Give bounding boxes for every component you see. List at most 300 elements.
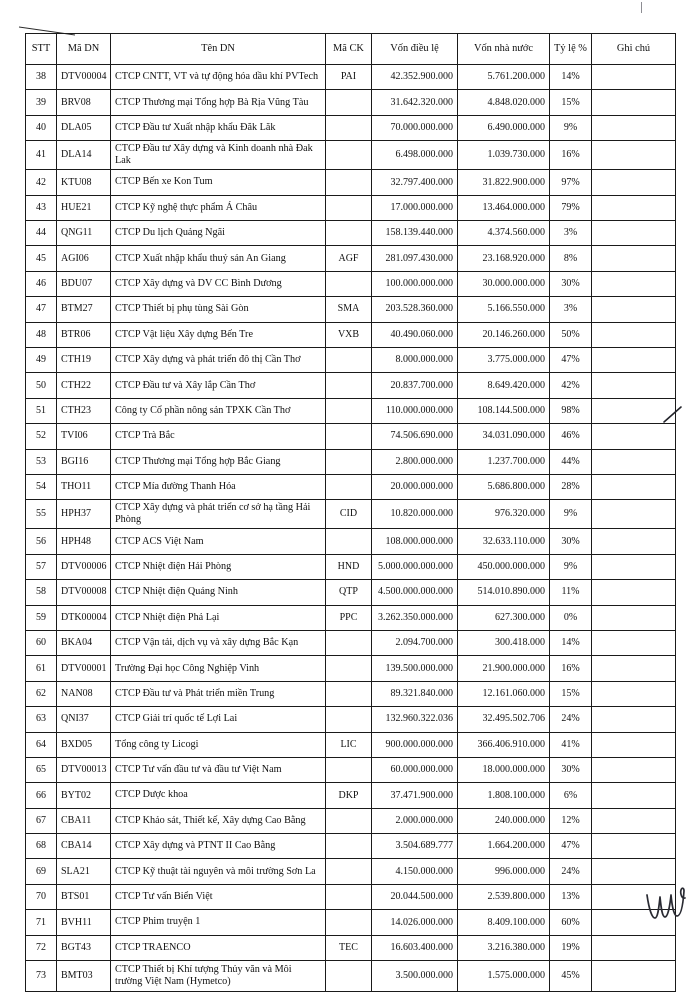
cell-ma-dn: CTH23	[57, 398, 111, 423]
cell-ghi-chu	[592, 90, 676, 115]
cell-ma-ck: VXB	[326, 322, 372, 347]
cell-stt: 47	[26, 297, 57, 322]
cell-ty-le: 45%	[550, 961, 592, 992]
cell-ghi-chu	[592, 757, 676, 782]
cell-ma-dn: BRV08	[57, 90, 111, 115]
cell-von-dieu-le: 139.500.000.000	[372, 656, 458, 681]
cell-ghi-chu	[592, 246, 676, 271]
cell-ma-ck	[326, 373, 372, 398]
cell-ma-dn: DTK00004	[57, 605, 111, 630]
table-row	[26, 449, 676, 474]
cell-ten-dn: CTCP Xuất nhập khẩu thuỷ sản An Giang	[111, 246, 326, 271]
table-row	[26, 500, 676, 529]
cell-ma-ck	[326, 424, 372, 449]
cell-ten-dn: CTCP Đầu tư Xuất nhập khẩu Đăk Lăk	[111, 115, 326, 140]
cell-von-nha-nuoc: 3.775.000.000	[458, 347, 550, 372]
cell-ma-ck	[326, 115, 372, 140]
cell-ty-le: 98%	[550, 398, 592, 423]
cell-von-dieu-le: 40.490.060.000	[372, 322, 458, 347]
cell-stt: 41	[26, 141, 57, 170]
cell-ty-le: 41%	[550, 732, 592, 757]
cell-stt: 52	[26, 424, 57, 449]
cell-von-dieu-le: 132.960.322.036	[372, 707, 458, 732]
cell-ma-dn: DLA05	[57, 115, 111, 140]
cell-ma-ck	[326, 271, 372, 296]
cell-ty-le: 42%	[550, 373, 592, 398]
cell-stt: 56	[26, 529, 57, 554]
cell-von-dieu-le: 37.471.900.000	[372, 783, 458, 808]
cell-von-dieu-le: 4.150.000.000	[372, 859, 458, 884]
cell-ma-dn: TVI06	[57, 424, 111, 449]
cell-ma-ck	[326, 630, 372, 655]
cell-von-nha-nuoc: 1.664.200.000	[458, 834, 550, 859]
cell-stt: 48	[26, 322, 57, 347]
cell-ma-ck: HND	[326, 554, 372, 579]
cell-ten-dn: Trường Đại học Công Nghiệp Vinh	[111, 656, 326, 681]
cell-ma-dn: BMT03	[57, 961, 111, 992]
cell-ten-dn: CTCP Xây dựng và PTNT II Cao Bằng	[111, 834, 326, 859]
table-row	[26, 529, 676, 554]
table-row	[26, 681, 676, 706]
cell-von-dieu-le: 2.000.000.000	[372, 808, 458, 833]
column-header-ten-dn: Tên DN	[111, 34, 326, 65]
cell-stt: 63	[26, 707, 57, 732]
cell-ma-ck: AGF	[326, 246, 372, 271]
cell-von-dieu-le: 20.000.000.000	[372, 474, 458, 499]
cell-ma-dn: CBA11	[57, 808, 111, 833]
cell-ma-ck: PAI	[326, 65, 372, 90]
cell-von-nha-nuoc: 30.000.000.000	[458, 271, 550, 296]
cell-von-dieu-le: 3.504.689.777	[372, 834, 458, 859]
table-row	[26, 808, 676, 833]
cell-ghi-chu	[592, 656, 676, 681]
cell-ma-dn: HPH37	[57, 500, 111, 529]
table-row	[26, 884, 676, 909]
cell-von-dieu-le: 6.498.000.000	[372, 141, 458, 170]
cell-von-nha-nuoc: 32.495.502.706	[458, 707, 550, 732]
cell-von-nha-nuoc: 366.406.910.000	[458, 732, 550, 757]
cell-stt: 55	[26, 500, 57, 529]
cell-stt: 59	[26, 605, 57, 630]
cell-ghi-chu	[592, 398, 676, 423]
cell-ty-le: 24%	[550, 707, 592, 732]
cell-ma-ck	[326, 961, 372, 992]
cell-ten-dn: CTCP Đầu tư và Xây lắp Cần Thơ	[111, 373, 326, 398]
cell-stt: 67	[26, 808, 57, 833]
cell-ma-ck	[326, 347, 372, 372]
cell-ty-le: 30%	[550, 271, 592, 296]
cell-von-nha-nuoc: 976.320.000	[458, 500, 550, 529]
table-row	[26, 732, 676, 757]
cell-ten-dn: CTCP Xây dựng và phát triển đô thị Cần Thơ	[111, 347, 326, 372]
cell-ten-dn: CTCP Phim truyện 1	[111, 910, 326, 935]
cell-von-nha-nuoc: 18.000.000.000	[458, 757, 550, 782]
scan-artifact-tick	[641, 2, 642, 13]
cell-ghi-chu	[592, 935, 676, 960]
cell-ma-dn: DTV00013	[57, 757, 111, 782]
cell-ma-ck: TEC	[326, 935, 372, 960]
cell-von-dieu-le: 74.506.690.000	[372, 424, 458, 449]
cell-von-nha-nuoc: 514.010.890.000	[458, 580, 550, 605]
cell-ma-ck: QTP	[326, 580, 372, 605]
cell-ghi-chu	[592, 681, 676, 706]
table-row	[26, 605, 676, 630]
cell-ma-ck	[326, 884, 372, 909]
cell-ghi-chu	[592, 859, 676, 884]
table-row	[26, 373, 676, 398]
cell-von-nha-nuoc: 23.168.920.000	[458, 246, 550, 271]
table-body	[26, 65, 676, 992]
cell-von-nha-nuoc: 20.146.260.000	[458, 322, 550, 347]
cell-ty-le: 0%	[550, 605, 592, 630]
cell-ghi-chu	[592, 65, 676, 90]
table-row	[26, 322, 676, 347]
table-row	[26, 141, 676, 170]
table-row	[26, 297, 676, 322]
cell-stt: 50	[26, 373, 57, 398]
cell-ten-dn: Tổng công ty Licogi	[111, 732, 326, 757]
cell-ma-ck	[326, 398, 372, 423]
cell-stt: 46	[26, 271, 57, 296]
cell-von-nha-nuoc: 8.649.420.000	[458, 373, 550, 398]
table-row	[26, 195, 676, 220]
table-row	[26, 757, 676, 782]
cell-ty-le: 97%	[550, 170, 592, 195]
cell-von-nha-nuoc: 31.822.900.000	[458, 170, 550, 195]
cell-ghi-chu	[592, 424, 676, 449]
cell-ma-ck: PPC	[326, 605, 372, 630]
cell-ghi-chu	[592, 834, 676, 859]
cell-ma-dn: DTV00004	[57, 65, 111, 90]
cell-von-nha-nuoc: 2.539.800.000	[458, 884, 550, 909]
cell-stt: 72	[26, 935, 57, 960]
table-row	[26, 474, 676, 499]
cell-von-dieu-le: 42.352.900.000	[372, 65, 458, 90]
cell-ma-ck	[326, 808, 372, 833]
cell-ma-dn: THO11	[57, 474, 111, 499]
cell-von-nha-nuoc: 34.031.090.000	[458, 424, 550, 449]
cell-ma-ck	[326, 170, 372, 195]
cell-ghi-chu	[592, 580, 676, 605]
cell-ma-ck	[326, 221, 372, 246]
cell-ma-dn: HUE21	[57, 195, 111, 220]
cell-ma-dn: SLA21	[57, 859, 111, 884]
cell-von-dieu-le: 70.000.000.000	[372, 115, 458, 140]
cell-ghi-chu	[592, 170, 676, 195]
cell-ghi-chu	[592, 554, 676, 579]
cell-ghi-chu	[592, 732, 676, 757]
cell-ty-le: 13%	[550, 884, 592, 909]
cell-ty-le: 12%	[550, 808, 592, 833]
column-header-ghi-chu: Ghi chú	[592, 34, 676, 65]
column-header-ma-ck: Mã CK	[326, 34, 372, 65]
cell-von-nha-nuoc: 1.808.100.000	[458, 783, 550, 808]
cell-ten-dn: CTCP Xây dựng và phát triển cơ sở hạ tầng Hải Phòng	[111, 500, 326, 529]
cell-von-nha-nuoc: 300.418.000	[458, 630, 550, 655]
cell-ghi-chu	[592, 221, 676, 246]
cell-von-nha-nuoc: 4.848.020.000	[458, 90, 550, 115]
cell-ty-le: 9%	[550, 500, 592, 529]
table-row	[26, 246, 676, 271]
cell-ty-le: 19%	[550, 935, 592, 960]
cell-ten-dn: CTCP Tư vấn đầu tư và đầu tư Việt Nam	[111, 757, 326, 782]
cell-von-dieu-le: 32.797.400.000	[372, 170, 458, 195]
table-row	[26, 834, 676, 859]
cell-von-dieu-le: 89.321.840.000	[372, 681, 458, 706]
cell-ten-dn: CTCP Đầu tư Xây dựng và Kinh doanh nhà Đak Lak	[111, 141, 326, 170]
cell-von-nha-nuoc: 32.633.110.000	[458, 529, 550, 554]
cell-ma-dn: BYT02	[57, 783, 111, 808]
cell-ma-dn: BTR06	[57, 322, 111, 347]
cell-stt: 51	[26, 398, 57, 423]
cell-stt: 70	[26, 884, 57, 909]
cell-ten-dn: CTCP Vận tải, dịch vụ và xây dựng Bắc Kạn	[111, 630, 326, 655]
cell-von-dieu-le: 31.642.320.000	[372, 90, 458, 115]
cell-ten-dn: CTCP Thương mại Tổng hợp Bà Rịa Vũng Tàu	[111, 90, 326, 115]
cell-stt: 44	[26, 221, 57, 246]
cell-ma-dn: DTV00006	[57, 554, 111, 579]
cell-von-dieu-le: 100.000.000.000	[372, 271, 458, 296]
cell-ma-ck	[326, 757, 372, 782]
cell-von-dieu-le: 158.139.440.000	[372, 221, 458, 246]
cell-von-dieu-le: 20.044.500.000	[372, 884, 458, 909]
table-header-row	[26, 34, 676, 65]
cell-ty-le: 14%	[550, 65, 592, 90]
cell-ten-dn: CTCP Dược khoa	[111, 783, 326, 808]
cell-stt: 39	[26, 90, 57, 115]
cell-ma-dn: NAN08	[57, 681, 111, 706]
cell-ma-dn: BTM27	[57, 297, 111, 322]
cell-stt: 45	[26, 246, 57, 271]
cell-stt: 64	[26, 732, 57, 757]
cell-von-nha-nuoc: 13.464.000.000	[458, 195, 550, 220]
cell-ty-le: 30%	[550, 757, 592, 782]
cell-ghi-chu	[592, 347, 676, 372]
cell-ten-dn: Công ty Cổ phần nông sản TPXK Cần Thơ	[111, 398, 326, 423]
cell-ma-ck	[326, 474, 372, 499]
cell-ghi-chu	[592, 961, 676, 992]
cell-stt: 60	[26, 630, 57, 655]
cell-ty-le: 3%	[550, 297, 592, 322]
cell-ma-dn: DTV00008	[57, 580, 111, 605]
cell-von-dieu-le: 8.000.000.000	[372, 347, 458, 372]
cell-von-dieu-le: 110.000.000.000	[372, 398, 458, 423]
cell-stt: 38	[26, 65, 57, 90]
cell-ty-le: 9%	[550, 554, 592, 579]
cell-ma-ck: LIC	[326, 732, 372, 757]
cell-von-nha-nuoc: 1.039.730.000	[458, 141, 550, 170]
cell-von-nha-nuoc: 108.144.500.000	[458, 398, 550, 423]
cell-ghi-chu	[592, 297, 676, 322]
cell-von-dieu-le: 5.000.000.000.000	[372, 554, 458, 579]
cell-stt: 61	[26, 656, 57, 681]
cell-von-nha-nuoc: 240.000.000	[458, 808, 550, 833]
cell-ma-ck	[326, 195, 372, 220]
table-row	[26, 347, 676, 372]
cell-ma-dn: CBA14	[57, 834, 111, 859]
cell-ma-ck	[326, 707, 372, 732]
table-row	[26, 90, 676, 115]
cell-ten-dn: CTCP Thương mại Tổng hợp Bắc Giang	[111, 449, 326, 474]
cell-ma-ck: CID	[326, 500, 372, 529]
cell-ghi-chu	[592, 373, 676, 398]
table-row	[26, 398, 676, 423]
column-header-ty-le: Tỷ lệ %	[550, 34, 592, 65]
table-row	[26, 707, 676, 732]
cell-von-nha-nuoc: 21.900.000.000	[458, 656, 550, 681]
cell-ten-dn: CTCP Nhiệt điện Hải Phòng	[111, 554, 326, 579]
cell-ty-le: 47%	[550, 347, 592, 372]
cell-ten-dn: CTCP Vật liệu Xây dựng Bến Tre	[111, 322, 326, 347]
cell-ma-dn: BTS01	[57, 884, 111, 909]
cell-von-nha-nuoc: 5.166.550.000	[458, 297, 550, 322]
cell-von-dieu-le: 3.500.000.000	[372, 961, 458, 992]
table-row	[26, 115, 676, 140]
cell-stt: 54	[26, 474, 57, 499]
cell-stt: 69	[26, 859, 57, 884]
cell-ghi-chu	[592, 783, 676, 808]
cell-ma-ck	[326, 681, 372, 706]
cell-ma-dn: QNI37	[57, 707, 111, 732]
table-row	[26, 630, 676, 655]
cell-von-nha-nuoc: 3.216.380.000	[458, 935, 550, 960]
cell-von-nha-nuoc: 6.490.000.000	[458, 115, 550, 140]
cell-ma-ck	[326, 141, 372, 170]
cell-ma-dn: BVH11	[57, 910, 111, 935]
cell-von-dieu-le: 4.500.000.000.000	[372, 580, 458, 605]
cell-ty-le: 6%	[550, 783, 592, 808]
table-row	[26, 580, 676, 605]
cell-ghi-chu	[592, 271, 676, 296]
table-row	[26, 424, 676, 449]
cell-von-nha-nuoc: 627.300.000	[458, 605, 550, 630]
cell-ma-dn: CTH19	[57, 347, 111, 372]
cell-von-nha-nuoc: 996.000.000	[458, 859, 550, 884]
cell-ten-dn: CTCP Thiết bị phụ tùng Sài Gòn	[111, 297, 326, 322]
cell-von-nha-nuoc: 5.761.200.000	[458, 65, 550, 90]
cell-stt: 57	[26, 554, 57, 579]
cell-stt: 42	[26, 170, 57, 195]
cell-ty-le: 9%	[550, 115, 592, 140]
cell-stt: 62	[26, 681, 57, 706]
cell-ma-dn: BGT43	[57, 935, 111, 960]
cell-ghi-chu	[592, 808, 676, 833]
cell-ten-dn: CTCP Tư vấn Biển Việt	[111, 884, 326, 909]
cell-ten-dn: CTCP ACS Việt Nam	[111, 529, 326, 554]
cell-ma-ck	[326, 529, 372, 554]
cell-ghi-chu	[592, 322, 676, 347]
cell-stt: 49	[26, 347, 57, 372]
cell-ten-dn: CTCP Nhiệt điện Phả Lại	[111, 605, 326, 630]
cell-ghi-chu	[592, 195, 676, 220]
cell-von-nha-nuoc: 4.374.560.000	[458, 221, 550, 246]
cell-ten-dn: CTCP Trà Bắc	[111, 424, 326, 449]
cell-stt: 58	[26, 580, 57, 605]
cell-ten-dn: CTCP Khảo sát, Thiết kế, Xây dựng Cao Bằng	[111, 808, 326, 833]
cell-ma-ck	[326, 834, 372, 859]
cell-von-nha-nuoc: 5.686.800.000	[458, 474, 550, 499]
table-header	[26, 34, 676, 65]
cell-stt: 66	[26, 783, 57, 808]
cell-ty-le: 30%	[550, 529, 592, 554]
cell-ghi-chu	[592, 500, 676, 529]
cell-stt: 71	[26, 910, 57, 935]
cell-ghi-chu	[592, 707, 676, 732]
cell-ma-ck	[326, 656, 372, 681]
cell-ten-dn: CTCP Thiết bị Khí tượng Thủy văn và Môi trường Việt Nam (Hymetco)	[111, 961, 326, 992]
cell-ty-le: 16%	[550, 141, 592, 170]
cell-ty-le: 24%	[550, 859, 592, 884]
cell-ma-dn: HPH48	[57, 529, 111, 554]
cell-von-dieu-le: 2.094.700.000	[372, 630, 458, 655]
cell-von-dieu-le: 108.000.000.000	[372, 529, 458, 554]
cell-ten-dn: CTCP Mía đường Thanh Hóa	[111, 474, 326, 499]
cell-von-nha-nuoc: 1.237.700.000	[458, 449, 550, 474]
cell-ghi-chu	[592, 529, 676, 554]
table-row	[26, 935, 676, 960]
cell-ty-le: 44%	[550, 449, 592, 474]
cell-von-nha-nuoc: 8.409.100.000	[458, 910, 550, 935]
column-header-stt: STT	[26, 34, 57, 65]
column-header-von-dieu-le: Vốn điều lệ	[372, 34, 458, 65]
cell-ty-le: 50%	[550, 322, 592, 347]
cell-ghi-chu	[592, 605, 676, 630]
table-row	[26, 859, 676, 884]
cell-ty-le: 15%	[550, 681, 592, 706]
table-row	[26, 221, 676, 246]
cell-ty-le: 11%	[550, 580, 592, 605]
table-row	[26, 271, 676, 296]
cell-von-dieu-le: 281.097.430.000	[372, 246, 458, 271]
table-row	[26, 65, 676, 90]
cell-ty-le: 47%	[550, 834, 592, 859]
cell-ma-ck	[326, 449, 372, 474]
cell-ten-dn: CTCP Giải trí quốc tế Lợi Lai	[111, 707, 326, 732]
cell-ten-dn: CTCP TRAENCO	[111, 935, 326, 960]
table-row	[26, 910, 676, 935]
column-header-ma-dn: Mã DN	[57, 34, 111, 65]
cell-von-dieu-le: 60.000.000.000	[372, 757, 458, 782]
cell-ten-dn: CTCP Nhiệt điện Quảng Ninh	[111, 580, 326, 605]
cell-ma-ck	[326, 90, 372, 115]
column-header-von-nha-nuoc: Vốn nhà nước	[458, 34, 550, 65]
cell-ty-le: 15%	[550, 90, 592, 115]
cell-ghi-chu	[592, 474, 676, 499]
cell-ma-dn: AGI06	[57, 246, 111, 271]
cell-ma-ck: DKP	[326, 783, 372, 808]
cell-ghi-chu	[592, 115, 676, 140]
cell-ten-dn: CTCP Du lịch Quảng Ngãi	[111, 221, 326, 246]
cell-ten-dn: CTCP Bến xe Kon Tum	[111, 170, 326, 195]
company-capital-table	[25, 33, 676, 992]
cell-ty-le: 8%	[550, 246, 592, 271]
company-capital-table-wrapper	[25, 33, 675, 992]
cell-ma-dn: KTU08	[57, 170, 111, 195]
cell-von-dieu-le: 14.026.000.000	[372, 910, 458, 935]
cell-ma-dn: BGI16	[57, 449, 111, 474]
table-row	[26, 170, 676, 195]
cell-ma-dn: BDU07	[57, 271, 111, 296]
cell-ma-ck	[326, 910, 372, 935]
cell-ghi-chu	[592, 884, 676, 909]
cell-ten-dn: CTCP Đầu tư và Phát triển miền Trung	[111, 681, 326, 706]
cell-ma-dn: BXD05	[57, 732, 111, 757]
cell-ghi-chu	[592, 630, 676, 655]
table-row	[26, 783, 676, 808]
cell-ty-le: 46%	[550, 424, 592, 449]
cell-von-dieu-le: 900.000.000.000	[372, 732, 458, 757]
cell-ty-le: 60%	[550, 910, 592, 935]
